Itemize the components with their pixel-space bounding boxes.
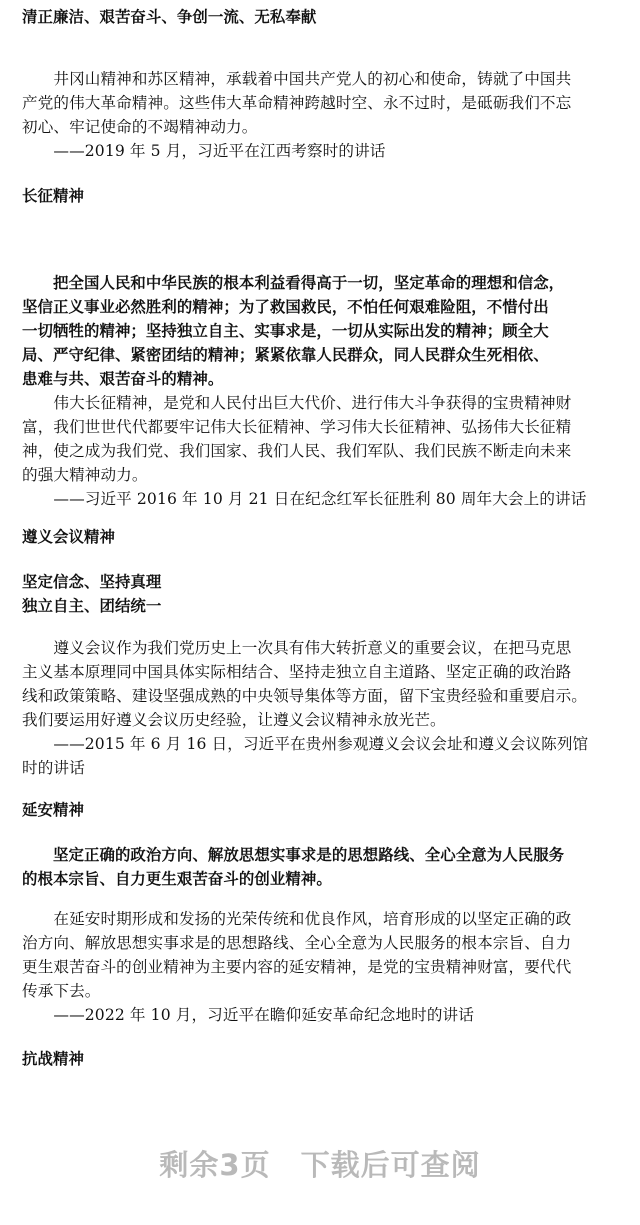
section-heading-zunyi: 遵义会议精神 [22,528,115,546]
section-heading-yanan: 延安精神 [22,801,84,819]
definition-line: 坚定信念、坚持真理 [22,573,162,591]
quote-line: 伟大长征精神，是党和人民付出巨大代价、进行伟大斗争获得的宝贵精神财 [22,394,572,412]
section-heading-kangzhan: 抗战精神 [22,1050,84,1068]
quote-line: 神，使之成为我们党、我们国家、我们人民、我们军队、我们民族不断走向未来 [22,442,572,460]
quote-line: 在延安时期形成和发扬的光荣传统和优良作风，培育形成的以坚定正确的政 [22,910,572,928]
quote-source: ——习近平 2016 年 10 月 21 日在纪念红军长征胜利 80 周年大会上的讲话 [22,490,587,508]
definition-line: 患难与共、艰苦奋斗的精神。 [22,370,224,388]
quote-line: 产党的伟大革命精神。这些伟大革命精神跨越时空、永不过时，是砥砺我们不忘 [22,94,572,112]
quote-line: 线和政策策略、建设坚强成熟的中央领导集体等方面，留下宝贵经验和重要启示。 [22,687,587,705]
quote-line: 主义基本原理同中国具体实际相结合、坚持走独立自主道路、坚定正确的政治路 [22,663,572,681]
quote-source: ——2015 年 6 月 16 日，习近平在贵州参观遵义会议会址和遵义会议陈列馆 [22,735,589,753]
quote-line: 井冈山精神和苏区精神，承载着中国共产党人的初心和使命，铸就了中国共 [22,70,572,88]
section-heading-jinggangshan: 清正廉洁、艰苦奋斗、争创一流、无私奉献 [22,8,317,26]
definition-line: 一切牺牲的精神；坚持独立自主、实事求是，一切从实际出发的精神；顾全大 [22,322,549,340]
definition-line: 把全国人民和中华民族的根本利益看得高于一切，坚定革命的理想和信念， [22,274,565,292]
definition-line: 坚信正义事业必然胜利的精神；为了救国救民，不怕任何艰难险阻，不惜付出 [22,298,549,316]
quote-line: 更生艰苦奋斗的创业精神为主要内容的延安精神，是党的宝贵精神财富，要代代 [22,958,572,976]
quote-line: 富，我们世世代代都要牢记伟大长征精神、学习伟大长征精神、弘扬伟大长征精 [22,418,572,436]
quote-line: 我们要运用好遵义会议历史经验，让遵义会议精神永放光芒。 [22,711,446,729]
quote-source: ——2019 年 5 月，习近平在江西考察时的讲话 [22,142,386,160]
definition-line: 独立自主、团结统一 [22,597,162,615]
remaining-pages-notice[interactable]: 剩余3页 下载后可查阅 [159,1148,481,1182]
definition-line: 的根本宗旨、自力更生艰苦奋斗的创业精神。 [22,870,332,888]
quote-line: 遵义会议作为我们党历史上一次具有伟大转折意义的重要会议，在把马克思 [22,639,572,657]
quote-source: ——2022 年 10 月，习近平在瞻仰延安革命纪念地时的讲话 [22,1006,474,1024]
quote-source: 时的讲话 [22,759,85,777]
definition-line: 局、严守纪律、紧密团结的精神；紧紧依靠人民群众，同人民群众生死相依、 [22,346,549,364]
quote-line: 治方向、解放思想实事求是的思想路线、全心全意为人民服务的根本宗旨、自力 [22,934,572,952]
quote-line: 初心、牢记使命的不竭精神动力。 [22,118,258,136]
quote-line: 传承下去。 [22,982,101,1000]
section-heading-changzheng: 长征精神 [22,187,84,205]
definition-line: 坚定正确的政治方向、解放思想实事求是的思想路线、全心全意为人民服务 [22,846,565,864]
quote-line: 的强大精神动力。 [22,466,148,484]
